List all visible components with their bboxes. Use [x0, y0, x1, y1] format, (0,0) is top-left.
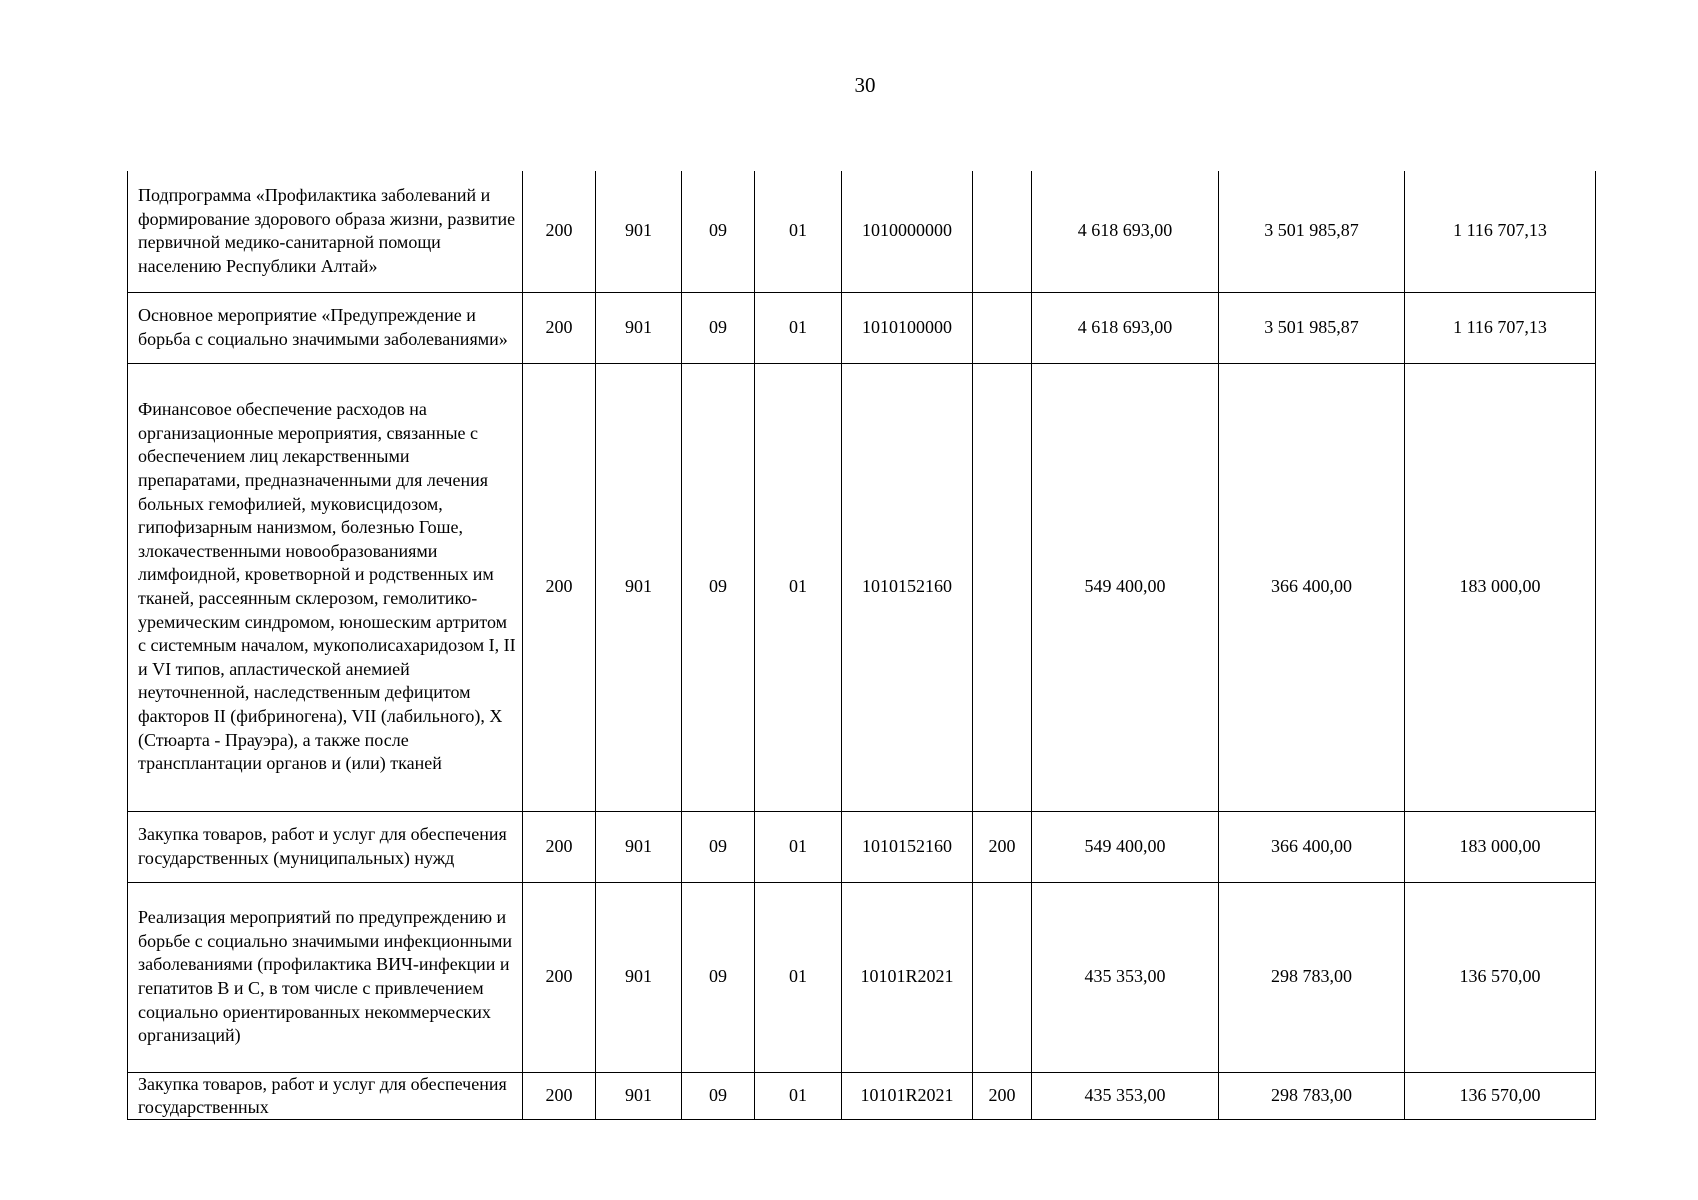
cell-target-code: 1010152160: [842, 363, 973, 811]
cell-code-2: 901: [596, 1072, 682, 1119]
cell-amount-2: 298 783,00: [1219, 882, 1405, 1072]
cell-code-2: 901: [596, 363, 682, 811]
page-number: 30: [854, 73, 876, 97]
cell-code-1: 200: [523, 171, 596, 292]
cell-code-1: 200: [523, 1072, 596, 1119]
cell-amount-2: 3 501 985,87: [1219, 171, 1405, 292]
cell-amount-1: 549 400,00: [1032, 363, 1219, 811]
cell-amount-2: 366 400,00: [1219, 811, 1405, 882]
cell-code-4: 01: [755, 292, 842, 363]
cell-amount-1: 4 618 693,00: [1032, 171, 1219, 292]
table-row: [128, 1072, 1596, 1119]
table-row: [128, 292, 1596, 363]
cell-code-3: 09: [682, 1072, 755, 1119]
row-name: Основное мероприятие «Предупреждение и борьба с социально значимыми заболеваниями»: [128, 292, 523, 363]
cell-amount-2: 366 400,00: [1219, 363, 1405, 811]
cell-expense-type: 200: [973, 1072, 1032, 1119]
cell-amount-1: 435 353,00: [1032, 882, 1219, 1072]
cell-code-1: 200: [523, 292, 596, 363]
cell-code-1: 200: [523, 811, 596, 882]
cell-amount-2: 3 501 985,87: [1219, 292, 1405, 363]
cell-amount-1: 435 353,00: [1032, 1072, 1219, 1119]
cell-target-code: 1010100000: [842, 292, 973, 363]
cell-code-2: 901: [596, 811, 682, 882]
cell-expense-type: [973, 363, 1032, 811]
row-name-text: Закупка товаров, работ и услуг для обеспечения государственных: [138, 1074, 507, 1117]
cell-amount-2: 298 783,00: [1219, 1072, 1405, 1119]
cell-code-4: 01: [755, 882, 842, 1072]
cell-amount-3: 136 570,00: [1405, 1072, 1596, 1119]
table-row: [128, 811, 1596, 882]
cell-code-2: 901: [596, 171, 682, 292]
budget-table: [127, 171, 1596, 1120]
cell-code-1: 200: [523, 882, 596, 1072]
cell-code-4: 01: [755, 171, 842, 292]
cell-code-4: 01: [755, 811, 842, 882]
cell-code-3: 09: [682, 171, 755, 292]
row-name: [128, 1072, 523, 1119]
table-row: [128, 363, 1596, 811]
row-name: Подпрограмма «Профилактика заболеваний и формирование здорового образа жизни, развитие первичной медико-санитарной помощи населению Республики Алтай»: [128, 171, 523, 292]
cell-code-2: 901: [596, 292, 682, 363]
cell-code-3: 09: [682, 882, 755, 1072]
cell-code-1: 200: [523, 363, 596, 811]
cell-amount-3: 1 116 707,13: [1405, 171, 1596, 292]
cell-amount-3: 183 000,00: [1405, 811, 1596, 882]
cell-amount-3: 1 116 707,13: [1405, 292, 1596, 363]
row-name: Закупка товаров, работ и услуг для обеспечения государственных (муниципальных) нужд: [128, 811, 523, 882]
table-row: [128, 171, 1596, 292]
cell-code-3: 09: [682, 811, 755, 882]
cell-code-2: 901: [596, 882, 682, 1072]
cell-code-3: 09: [682, 363, 755, 811]
cell-code-4: 01: [755, 1072, 842, 1119]
cell-target-code: 10101R2021: [842, 882, 973, 1072]
row-name: Реализация мероприятий по предупреждению и борьбе с социально значимыми инфекционными заболеваниями (профилактика ВИЧ-инфекции и гепатитов B и C, в том числе с привлечением социально ориентированных некоммерческих организаций): [128, 882, 523, 1072]
cell-expense-type: [973, 171, 1032, 292]
row-name: Финансовое обеспечение расходов на организационные мероприятия, связанные с обеспечением лиц лекарственными препаратами, предназначенными для лечения больных гемофилией, муковисцидозом, гипофизарным нанизмом, болезнью Гоше, злокачественными новообразованиями лимфоидной, кроветворной и родственных им тканей, рассеянным склерозом, гемолитико-уремическим синдромом, юношеским артритом с системным началом, мукополисахаридозом I, II и VI типов, апластической анемией неуточненной, наследственным дефицитом факторов II (фибриногена), VII (лабильного), X (Стюарта - Прауэра), а также после трансплантации органов и (или) тканей: [128, 363, 523, 811]
cell-expense-type: 200: [973, 811, 1032, 882]
cell-target-code: 1010152160: [842, 811, 973, 882]
cell-amount-1: 4 618 693,00: [1032, 292, 1219, 363]
cell-expense-type: [973, 882, 1032, 1072]
cell-code-3: 09: [682, 292, 755, 363]
cell-target-code: 10101R2021: [842, 1072, 973, 1119]
cell-amount-3: 136 570,00: [1405, 882, 1596, 1072]
cell-amount-1: 549 400,00: [1032, 811, 1219, 882]
cell-amount-3: 183 000,00: [1405, 363, 1596, 811]
cell-target-code: 1010000000: [842, 171, 973, 292]
table-row: [128, 882, 1596, 1072]
cell-expense-type: [973, 292, 1032, 363]
cell-code-4: 01: [755, 363, 842, 811]
